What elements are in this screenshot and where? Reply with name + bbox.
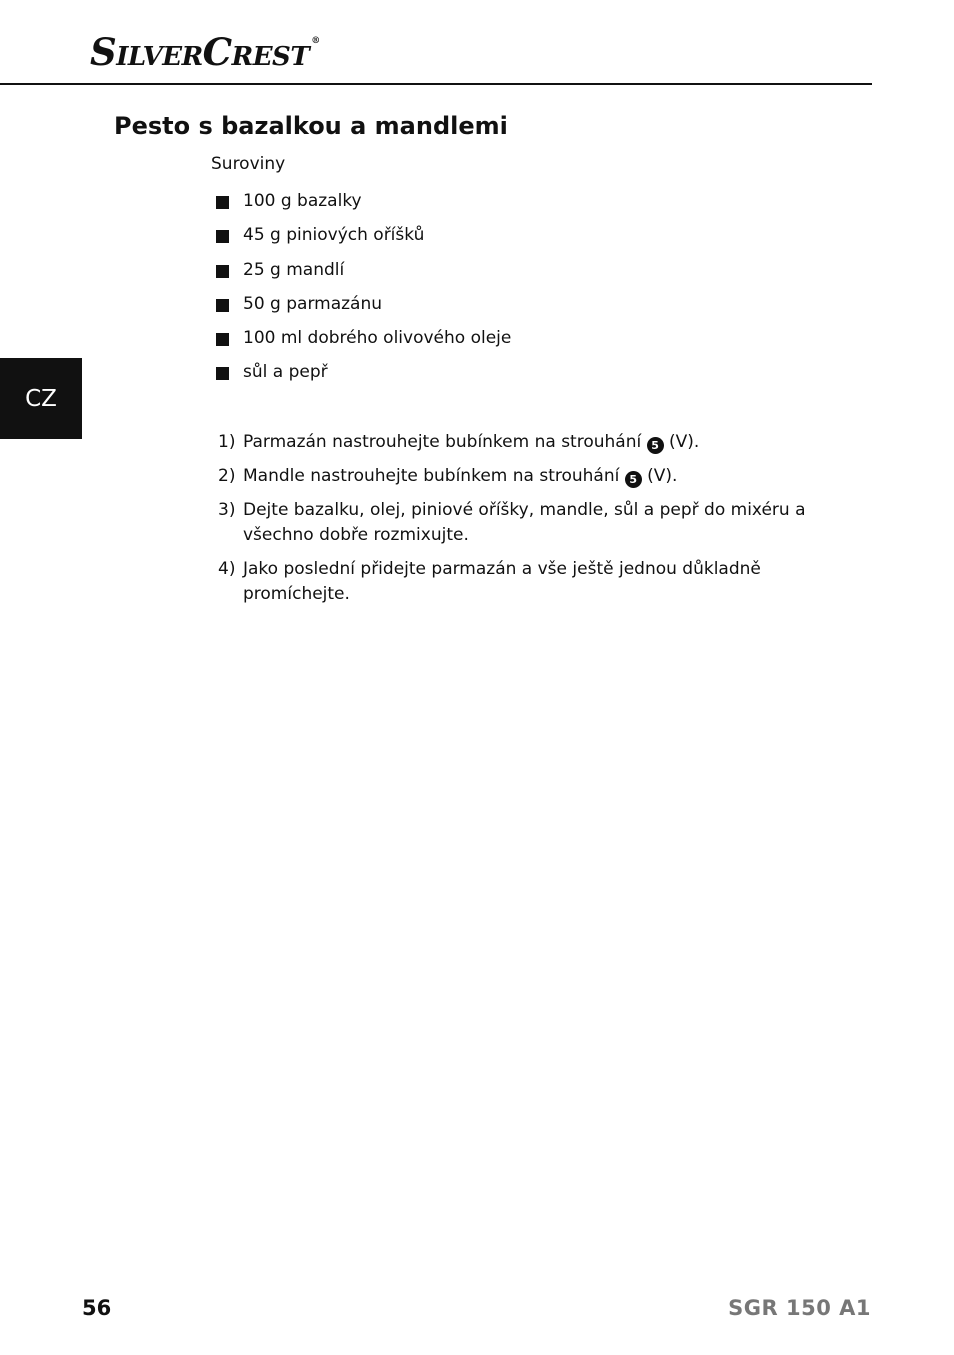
step-text: Mandle nastrouhejte bubínkem na strouhání 5 (V).: [243, 466, 678, 486]
square-bullet-icon: [216, 299, 229, 312]
step-text: Dejte bazalku, olej, piniové oříšky, mandle, sůl a pepř do mixéru a všechno dobře rozmixujte.: [243, 500, 806, 545]
header-divider: [0, 83, 872, 85]
ingredients-heading: Suroviny: [211, 154, 286, 174]
step-text: Jako poslední přidejte parmazán a vše ještě jednou důkladně promíchejte.: [243, 559, 761, 604]
square-bullet-icon: [216, 367, 229, 380]
part-number-icon: 5: [625, 471, 642, 488]
step-number: 2): [218, 466, 236, 486]
brand-logo: SilverCrest ®: [90, 30, 320, 74]
square-bullet-icon: [216, 265, 229, 278]
ingredient-item: sůl a pepř: [216, 362, 511, 396]
square-bullet-icon: [216, 196, 229, 209]
language-tab-label: CZ: [25, 385, 57, 412]
ingredient-item: 50 g parmazánu: [216, 294, 511, 328]
ingredient-item: 25 g mandlí: [216, 260, 511, 294]
step-item: [218, 430, 838, 455]
part-number-icon: 5: [647, 437, 664, 454]
square-bullet-icon: [216, 333, 229, 346]
square-bullet-icon: [216, 230, 229, 243]
ingredient-item: 100 g bazalky: [216, 191, 511, 225]
step-number: 4): [218, 559, 236, 579]
page-number: 56: [82, 1296, 112, 1320]
ingredient-item: 45 g piniových oříšků: [216, 225, 511, 259]
step-number: 3): [218, 500, 236, 520]
step-item: [218, 464, 838, 489]
instruction-steps: [218, 430, 838, 616]
step-number: 1): [218, 432, 236, 452]
step-item: [218, 557, 838, 607]
model-number: SGR 150 A1: [728, 1296, 871, 1320]
step-item: [218, 498, 838, 548]
ingredient-item: 100 ml dobrého olivového oleje: [216, 328, 511, 362]
page-title: Pesto s bazalkou a mandlemi: [114, 112, 508, 140]
step-text: Parmazán nastrouhejte bubínkem na strouhání 5 (V).: [243, 432, 700, 452]
ingredient-list: [216, 191, 511, 397]
language-tab: [0, 358, 82, 439]
